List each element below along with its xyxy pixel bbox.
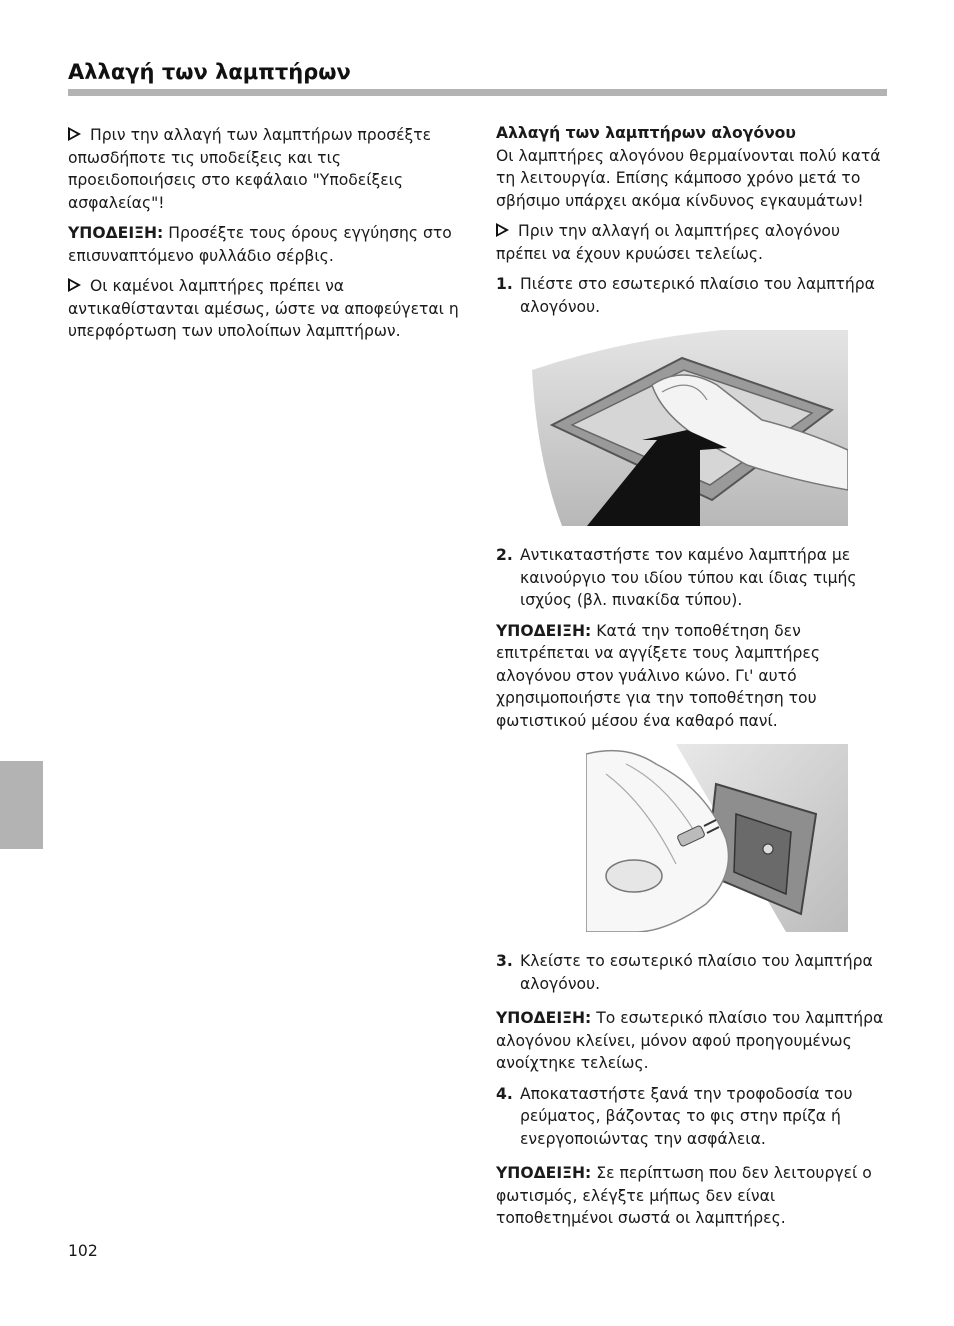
frame-hint: ΥΠΟΔΕΙΞΗ: Το εσωτερικό πλαίσιο του λαμπτήρα αλογόνου κλείνει, μόνον αφού προηγουμένως ανοίχτηκε τελείως. <box>496 1009 884 1072</box>
section-heading: Αλλαγή των λαμπτήρων αλογόνου <box>496 124 796 142</box>
left-column <box>68 124 460 351</box>
step-3: 3. Κλείστε το εσωτερικό πλαίσιο του λαμπτήρα αλογόνου. <box>496 952 873 993</box>
replace-note: Οι καμένοι λαμπτήρες πρέπει να αντικαθίστανται αμέσως, ώστε να αποφεύγεται η υπερφόρτωση των υπολοίπων λαμπτήρων. <box>68 277 459 340</box>
page-number: 102 <box>68 1242 98 1260</box>
cooling-note: Πριν την αλλαγή οι λαμπτήρες αλογόνου πρέπει να έχουν κρυώσει τελείως. <box>496 222 840 263</box>
arrow-icon <box>496 223 509 237</box>
arrow-icon <box>68 278 81 292</box>
side-tab <box>0 761 43 849</box>
page-title: Αλλαγή των λαμπτήρων <box>68 60 351 84</box>
step-1: 1. Πιέστε στο εσωτερικό πλαίσιο του λαμπτήρα αλογόνου. <box>496 275 875 316</box>
glass-hint: ΥΠΟΔΕΙΞΗ: Κατά την τοποθέτηση δεν επιτρέπεται να αγγίξετε τους λαμπτήρες αλογόνου στον γυάλινο κώνο. Γι' αυτό χρησιμοποιήστε για την τοποθέτηση του φωτιστικού μέσου ένα καθαρό πανί. <box>496 621 821 730</box>
step-2: 2. Αντικαταστήστε τον καμένο λαμπτήρα με καινούργιο του ιδίου τύπου και ίδιας τιμής ισχύος (βλ. πινακίδα τύπου). <box>496 546 857 609</box>
intro-text: Οι λαμπτήρες αλογόνου θερμαίνονται πολύ κατά τη λειτουργία. Επίσης κάμποσο χρόνο μετά το σβήσιμο υπάρχει ακόμα κίνδυνος εγκαυμάτων! <box>496 146 881 210</box>
arrow-icon <box>68 127 81 141</box>
illustration-replace-lamp <box>586 744 848 932</box>
title-rule <box>68 89 887 96</box>
right-column <box>496 122 888 1238</box>
illustration-press-frame <box>532 330 848 526</box>
safety-note: Πριν την αλλαγή των λαμπτήρων προσέξτε οπωσδήποτε τις υποδείξεις και τις προειδοποιήσεις στο κεφάλαιο "Υποδείξεις ασφαλείας"! <box>68 126 432 212</box>
step-4: 4. Αποκαταστήστε ξανά την τροφοδοσία του ρεύματος, βάζοντας το φις στην πρίζα ή ενεργοποιώντας την ασφάλεια. <box>496 1084 853 1148</box>
lighting-hint: ΥΠΟΔΕΙΞΗ: Σε περίπτωση που δεν λειτουργεί ο φωτισμός, ελέγξτε μήπως δεν είναι τοποθετημένοι σωστά οι λαμπτήρες. <box>496 1164 872 1227</box>
warranty-hint: ΥΠΟΔΕΙΞΗ: Προσέξτε τους όρους εγγύησης στο επισυναπτόμενο φυλλάδιο σέρβις. <box>68 224 452 265</box>
